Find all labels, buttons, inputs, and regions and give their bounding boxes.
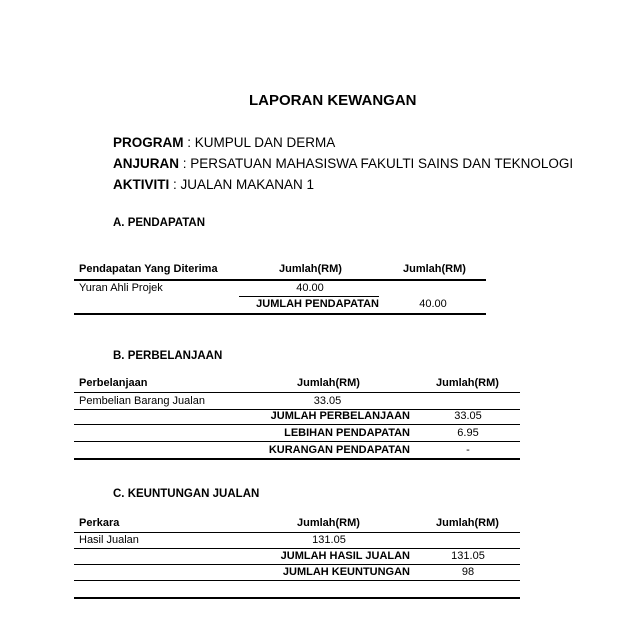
section-c-total-value-1: 131.05 xyxy=(451,550,485,562)
section-b-total-value-2: 6.95 xyxy=(457,427,479,439)
section-c-bottom-rule xyxy=(74,597,520,599)
section-a-row-item: Yuran Ahli Projek xyxy=(79,282,163,294)
section-a-bottom-rule xyxy=(74,313,486,315)
aktiviti-value: : JUALAN MAKANAN 1 xyxy=(169,177,315,192)
section-c-row-amount: 131.05 xyxy=(312,534,346,546)
aktiviti-label: AKTIVITI xyxy=(113,177,170,192)
section-a-header-item: Pendapatan Yang Diterima xyxy=(79,263,218,275)
anjuran-line xyxy=(113,156,573,171)
section-a-row-rule xyxy=(239,296,379,297)
section-c-row-item: Hasil Jualan xyxy=(79,534,139,546)
section-a-header-rule xyxy=(74,279,486,281)
aktiviti-line xyxy=(113,177,314,192)
program-line xyxy=(113,135,335,150)
section-a-row-amount: 40.00 xyxy=(296,282,324,294)
section-c-total-rule-1 xyxy=(74,564,520,565)
section-b-row-amount: 33.05 xyxy=(313,395,342,407)
section-c-total-value-2: 98 xyxy=(461,566,475,578)
section-a-heading: A. PENDAPATAN xyxy=(113,217,205,229)
section-b-total-value-3: - xyxy=(466,444,470,456)
section-c-total-rule-2 xyxy=(74,580,520,581)
section-b-heading: B. PERBELANJAAN xyxy=(113,350,223,362)
anjuran-label: ANJURAN xyxy=(113,156,180,171)
section-c-header-total: Jumlah(RM) xyxy=(436,517,499,529)
program-value: : KUMPUL DAN DERMA xyxy=(183,135,336,150)
section-c-total-label-1: JUMLAH HASIL JUALAN xyxy=(280,550,410,562)
section-c-header-rule xyxy=(74,532,520,533)
section-b-total-label-1: JUMLAH PERBELANJAAN xyxy=(270,410,410,422)
section-c-row-rule xyxy=(74,548,520,549)
section-b-total-label-2: LEBIHAN PENDAPATAN xyxy=(284,427,410,439)
section-a-header-amount: Jumlah(RM) xyxy=(279,263,342,275)
section-c-heading: C. KEUNTUNGAN JUALAN xyxy=(113,488,260,500)
section-c-header-amount: Jumlah(RM) xyxy=(297,517,360,529)
page-title: LAPORAN KEWANGAN xyxy=(249,92,417,109)
section-b-header-rule xyxy=(74,392,520,393)
section-b-bottom-rule xyxy=(74,458,520,460)
section-b-header-total: Jumlah(RM) xyxy=(436,377,499,389)
section-b-header-item: Perbelanjaan xyxy=(79,377,148,389)
section-b-total-value-1: 33.05 xyxy=(454,410,482,422)
anjuran-value: : PERSATUAN MAHASISWA FAKULTI SAINS DAN TEKNOLOGI xyxy=(179,156,574,171)
section-c-header-item: Perkara xyxy=(79,517,120,529)
section-a-header-total: Jumlah(RM) xyxy=(403,263,466,275)
section-b-total-label-3: KURANGAN PENDAPATAN xyxy=(268,444,410,456)
section-b-total-rule-1 xyxy=(74,424,520,425)
section-b-total-rule-2 xyxy=(74,441,520,442)
program-label: PROGRAM xyxy=(113,135,184,150)
section-b-header-amount: Jumlah(RM) xyxy=(297,377,360,389)
section-b-row-item: Pembelian Barang Jualan xyxy=(79,395,205,407)
section-c-total-label-2: JUMLAH KEUNTUNGAN xyxy=(282,566,410,578)
section-a-total-value: 40.00 xyxy=(419,298,447,310)
section-a-total-label: JUMLAH PENDAPATAN xyxy=(256,298,379,310)
